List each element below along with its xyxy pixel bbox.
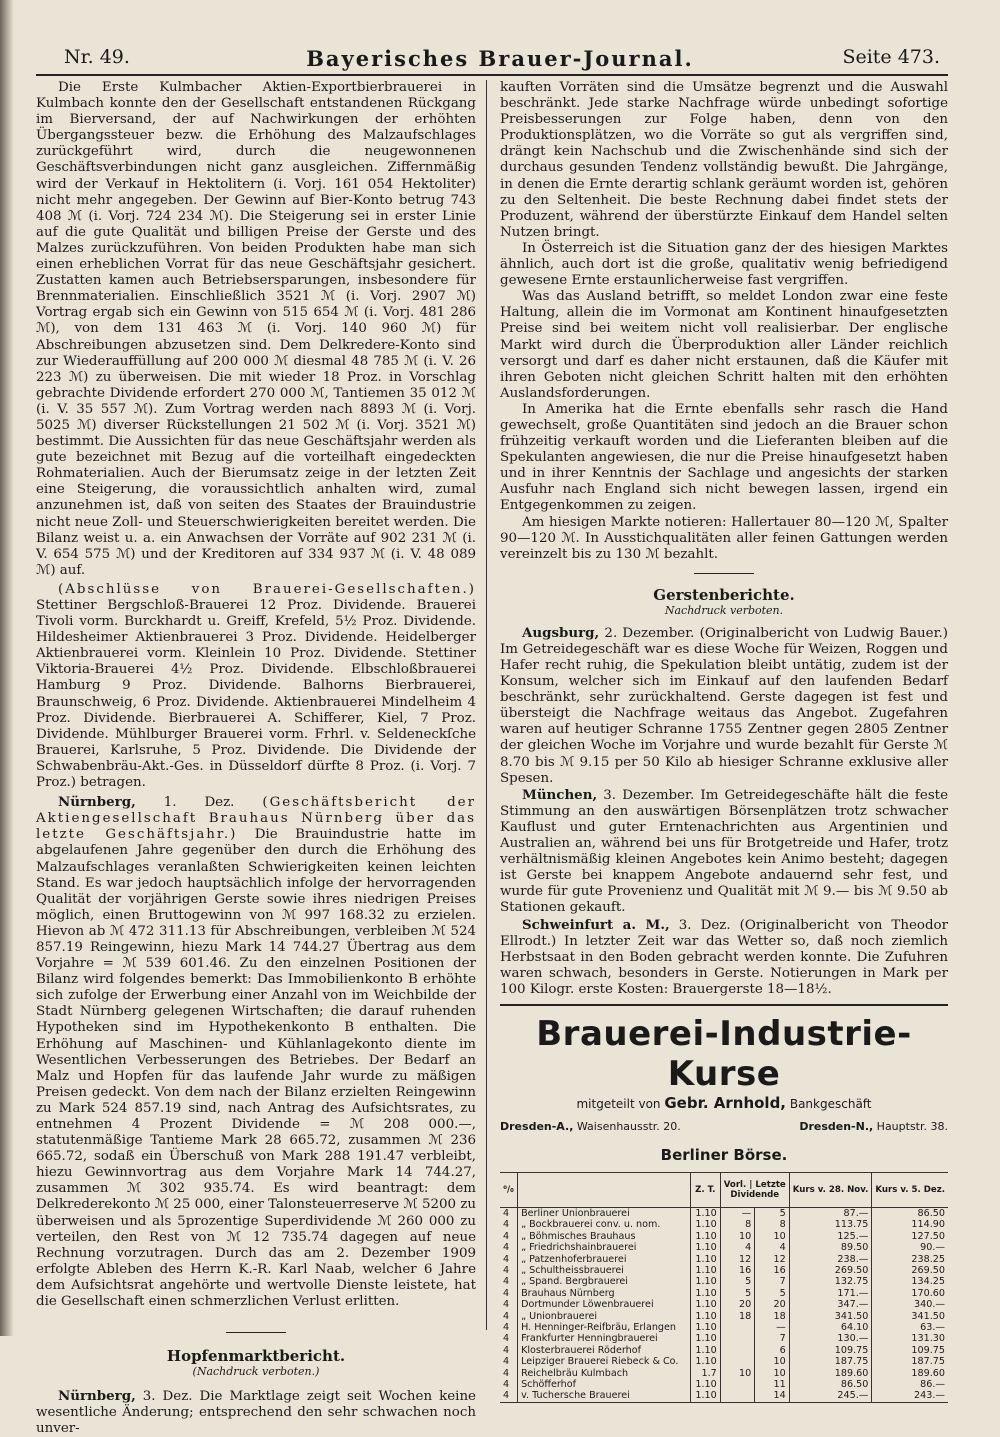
cell-name: „ Schultheissbrauerei	[518, 1265, 691, 1276]
cell-percent: 4	[503, 1287, 510, 1299]
cell-zt: 1.10	[690, 1299, 720, 1310]
cell-zt: 1.10	[690, 1231, 720, 1242]
city: Dresden-A.,	[500, 1119, 574, 1133]
col-dividende: Vorl. | Letzte Dividende	[720, 1172, 789, 1207]
cell-percent: 4	[503, 1253, 510, 1265]
cell-vorl: —	[720, 1207, 755, 1219]
cell-kurs-28: 109.75	[789, 1345, 872, 1356]
cell-percent: 4	[503, 1344, 510, 1356]
col-percent: ⁰/₀	[500, 1172, 518, 1207]
col-zt: Z. T.	[690, 1172, 720, 1207]
cell-vorl: 20	[720, 1299, 755, 1310]
cell-kurs-28: 125.—	[789, 1231, 872, 1242]
page-number: Seite 473.	[842, 46, 940, 68]
bank-name: Gebr. Arnhold,	[664, 1093, 787, 1112]
city: Dresden-N.,	[799, 1119, 874, 1133]
report-text: Die Brauindustrie hatte im abgelaufenen Jahre gegenüber den durch die Erhöhung des Malzaufschlages veranlaßten Schwierigkeiten keinen leichten Stand. Es war jedoch hauptsächlich infolge der hervorragenden Qualität der vorjährigen Gerste sowie ihres niedrigen Preises möglich, einen Bruttogewinn von ℳ 997 168.32 zu erzielen. Hievon ab ℳ 472 311.13 für Abschreibungen, verbleiben ℳ 524 857.19 Reingewinn, hiezu Mark 14 744.27 Übertrag aus dem Vorjahre = ℳ 539 601.46. Zu den einzelnen Positionen der Bilanz wird folgendes bemerkt: Das Immobilienkonto B erhöhte sich zufolge der Erwerbung einer Anzahl von im Weichbilde der Stadt Nürnberg gelegenen Wirtschaften; die darauf ruhenden Hypotheken sind im Hypothekenkonto B enthalten. Die Erhöhung auf Maschinen- und Kühlanlagekonto diente im Wesentlichen Verbesserungen des Betriebes. Der Bedarf an Malz und Hopfen für das laufende Jahr wurde zu mäßigen Preisen gedeckt. Von dem nach der Bilanz erzielten Reingewinn zu Mark 524 857.19 sind, nach Antrag des Aufsichtsrates, zu entnehmen 4 Prozent Dividende = ℳ 208 000.—, statutenmäßige Tantieme Mark 28 665.72, zusammen ℳ 236 665.72, sodaß ein Überschuß von Mark 288 191.47 verbleibt, hiezu Gewinnvortrag aus dem Vorjahre Mark 14 744.27, zusammen ℳ 302 935.74. Es wird beantragt: dem Delkrederekonto ℳ 25 000, einer Talonsteuerreserve ℳ 5200 zu überweisen und als 5prozentige Superdividende ℳ 260 000 zu verteilen, den Rest von ℳ 12 735.74 dagegen auf neue Rechnung vorzutragen. Durch das am 2. Dezember 1909 erfolgte Ableben des Herrn K.-R. Karl Naab, welcher 6 Jahre dem Aufsichtsrat angehörte und wertvolle Dienste leistete, hat die Gesellschaft einen schmerzlichen Verlust erlitten.	[36, 827, 476, 1310]
cell-name: Leipziger Brauerei Riebeck & Co.	[518, 1356, 691, 1367]
dateline-place: München,	[522, 786, 598, 803]
article-brauhaus-nuernberg	[36, 794, 476, 1310]
cell-kurs-28: 171.—	[789, 1288, 872, 1299]
cell-zt: 1.10	[690, 1356, 720, 1367]
table-row	[500, 1288, 948, 1299]
cell-letzte: 5	[755, 1207, 790, 1219]
cell-kurs-5: 90.—	[872, 1242, 948, 1253]
cell-zt: 1.10	[690, 1288, 720, 1299]
cell-zt: 1.10	[690, 1265, 720, 1276]
cell-letzte: —	[755, 1322, 790, 1333]
cell-percent: 4	[503, 1379, 510, 1391]
cell-letzte: 7	[755, 1276, 790, 1287]
cell-letzte: 14	[755, 1390, 790, 1402]
cell-zt: 1.10	[690, 1345, 720, 1356]
cell-name: „ Friedrichshainbrauerei	[518, 1242, 691, 1253]
subtitle-pre: mitgeteilt von	[576, 1096, 661, 1111]
cell-vorl	[720, 1333, 755, 1344]
cell-zt: 1.10	[690, 1207, 720, 1219]
cell-kurs-5: 109.75	[872, 1345, 948, 1356]
journal-title: Bayerisches Brauer-Journal.	[306, 46, 694, 71]
table-row	[500, 1207, 948, 1219]
table-header-row	[500, 1172, 948, 1207]
cell-zt: 1.10	[690, 1311, 720, 1322]
gerste-schweinfurt-text: 3. Dez. (Originalbericht von Theodor Ellrodt.) In letzter Zeit war das Wetter so, daß noch ziemlich Herbstsaat in den Boden gebracht werden konnte. Die Zufuhren waren schwach, besonders in Gerste. Notierungen in Mark per 100 Kilogr. erste Kosten: Brauergerste 18—18½.	[500, 917, 948, 997]
table-row	[500, 1265, 948, 1276]
cell-kurs-28: 64.10	[789, 1322, 872, 1333]
hopfen-continued: kauften Vorräten sind die Umsätze begrenzt und die Auswahl beschränkt. Jede starke Nachfrage würde unbedingt sofortige Preisbesserungen zur Folge haben, denn von den Produktionsplätzen, wo die Vorräte so gut als vergriffen sind, drängt kein Nachschub und die Zwischenhände sind sich der durchaus gesunden Tendenz vollständig bewußt. Die Jahrgänge, in denen die Ernte derartig schlank geräumt worden ist, gehören zu den Seltenheit. Die beste Rechnung dabei findet stets der Produzent, während der überstürzte Einkauf dem Handel selten Nutzen bringt.	[500, 80, 948, 240]
report-heading: (Geschäftsbericht der Aktiengesellschaft Brauhaus Nürnberg über das letzte Geschäftsjahr.)	[36, 795, 476, 843]
hopfen-section-title: Hopfenmarktbericht.	[166, 1347, 346, 1366]
cell-name: Brauhaus Nürnberg	[518, 1288, 691, 1299]
cell-name: Berliner Unionbrauerei	[518, 1207, 691, 1219]
cell-letzte: 10	[755, 1231, 790, 1242]
cell-percent: 4	[503, 1219, 510, 1231]
address-dresden-a	[500, 1120, 681, 1133]
cell-kurs-28: 189.60	[789, 1368, 872, 1379]
cell-kurs-5: 63.—	[872, 1322, 948, 1333]
table-row	[500, 1379, 948, 1390]
table-row	[500, 1242, 948, 1253]
table-row	[500, 1276, 948, 1287]
article-hopfen-nuernberg	[36, 1388, 476, 1437]
cell-kurs-5: 170.60	[872, 1288, 948, 1299]
cell-percent: 4	[503, 1333, 510, 1345]
table-row	[500, 1231, 948, 1242]
cell-percent: 4	[503, 1265, 510, 1276]
cell-name: „ Böhmisches Brauhaus	[518, 1231, 691, 1242]
page-header	[60, 46, 940, 76]
cell-zt: 1.10	[690, 1242, 720, 1253]
table-row	[500, 1333, 948, 1344]
hopfen-notierungen: Am hiesigen Markte notieren: Hallertauer 80—120 ℳ, Spalter 90—120 ℳ. In Ausstichqualitäten aller feinen Gattungen werden vereinzelt bis zu 130 ℳ bezahlt.	[500, 514, 948, 562]
hopfen-oesterreich: In Österreich ist die Situation ganz der des hiesigen Marktes ähnlich, auch dort ist die große, qualitativ wenig befriedigend gewesene Ernte erstaunlicherweise fast vergriffen.	[500, 240, 948, 289]
cell-name: Klosterbrauerei Röderhof	[518, 1345, 691, 1356]
cell-kurs-28: 87.—	[789, 1207, 872, 1219]
gerste-muenchen	[500, 787, 948, 917]
binding-edge	[0, 0, 14, 1336]
cell-letzte: 10	[755, 1368, 790, 1379]
cell-percent: 4	[503, 1276, 510, 1288]
col-vorl: Vorl.	[723, 1179, 747, 1190]
dateline-place: Nürnberg,	[58, 794, 136, 811]
cell-kurs-28: 269.50	[789, 1265, 872, 1276]
cell-vorl: 10	[720, 1368, 755, 1379]
cell-kurs-5: 269.50	[872, 1265, 948, 1276]
cell-letzte: 20	[755, 1299, 790, 1310]
cell-name: „ Patzenhoferbrauerei	[518, 1254, 691, 1265]
cell-vorl	[720, 1379, 755, 1390]
cell-vorl	[720, 1390, 755, 1402]
cell-vorl: 8	[720, 1219, 755, 1230]
cell-kurs-5: 341.50	[872, 1311, 948, 1322]
cell-vorl: 4	[720, 1242, 755, 1253]
ad-top-rule	[500, 1004, 948, 1006]
table-row	[500, 1390, 948, 1402]
cell-kurs-5: 86.—	[872, 1379, 948, 1390]
stock-table	[500, 1172, 948, 1403]
table-row	[500, 1368, 948, 1379]
street: Waisenhausstr. 20.	[576, 1119, 681, 1133]
cell-name: Schöfferhof	[518, 1379, 691, 1390]
street: Hauptstr. 38.	[876, 1119, 948, 1133]
cell-zt: 1.10	[690, 1390, 720, 1402]
header-rule	[36, 74, 948, 76]
col-kurs-5: Kurs v. 5. Dez.	[872, 1172, 948, 1207]
cell-letzte: 5	[755, 1288, 790, 1299]
cell-kurs-28: 187.75	[789, 1356, 872, 1367]
gerste-augsburg-text: 2. Dezember. (Originalbericht von Ludwig Bauer.) Im Getreidegeschäft war es diese Woche für Weizen, Roggen und Hafer recht ruhig, die Spekulation bleibt untätig, zudem ist der Konsum, welcher sich im Einkauf auf den laufenden Bedarf beschränkt, sehr zurückhaltend. Gerste dagegen ist fest und übersteigt die Nachfrage weitaus das Angebot. Zugefahren waren auf heutiger Schranne 1755 Zentner gegen 2805 Zentner der gleichen Woche im Vorjahre und wurde bezahlt für Gerste ℳ 8.70 bis ℳ 9.15 per 50 Kilo ab hiesiger Schranne exklusive aller Spesen.	[500, 625, 948, 786]
gerste-section-subtitle: Nachdruck verboten.	[664, 603, 784, 617]
cell-letzte: 18	[755, 1311, 790, 1322]
table-row	[500, 1219, 948, 1230]
cell-zt: 1.10	[690, 1276, 720, 1287]
boerse-title: Berliner Börse.	[660, 1145, 788, 1164]
cell-percent: 4	[500, 1390, 518, 1402]
cell-kurs-28: 86.50	[789, 1379, 872, 1390]
cell-zt: 1.10	[690, 1379, 720, 1390]
cell-percent: 4	[503, 1322, 510, 1334]
table-row	[500, 1356, 948, 1367]
cell-letzte: 7	[755, 1333, 790, 1344]
cell-kurs-28: 130.—	[789, 1333, 872, 1344]
cell-kurs-5: 114.90	[872, 1219, 948, 1230]
cell-vorl: 5	[720, 1276, 755, 1287]
cell-zt: 1.10	[690, 1219, 720, 1230]
cell-vorl: 16	[720, 1265, 755, 1276]
cell-name: v. Tuchersche Brauerei	[518, 1390, 691, 1402]
cell-name: „ Bockbrauerei conv. u. nom.	[518, 1219, 691, 1230]
cell-kurs-5: 131.30	[872, 1333, 948, 1344]
cell-name: „ Unionbrauerei	[518, 1311, 691, 1322]
table-row	[500, 1254, 948, 1265]
hopfen-amerika: In Amerika hat die Ernte ebenfalls sehr rasch die Hand gewechselt, große Quantitäten sind jedoch an die Brauer schon frühzeitig verkauft worden und die Lieferanten bleiben auf die Spekulanten angewiesen, die nur die Preise hinaufgesetzt haben und in ihrer Kenntnis der Sachlage und angesichts der starken Ausfuhr nach England sich nicht bewegen lassen, irgend ein Entgegenkommen zu zeigen.	[500, 401, 948, 514]
col-letzte: Letzte	[755, 1179, 786, 1190]
cell-kurs-28: 245.—	[789, 1390, 872, 1402]
cell-name: Reichelbräu Kulmbach	[518, 1368, 691, 1379]
cell-letzte: 16	[755, 1265, 790, 1276]
column-divider	[486, 80, 487, 1330]
left-column	[36, 80, 476, 1437]
cell-vorl: 18	[720, 1311, 755, 1322]
cell-name: Frankfurter Henningbrauerei	[518, 1333, 691, 1344]
cell-vorl: 5	[720, 1288, 755, 1299]
cell-letzte: 10	[755, 1356, 790, 1367]
gerste-schweinfurt	[500, 917, 948, 998]
cell-vorl: 12	[720, 1254, 755, 1265]
cell-vorl	[720, 1356, 755, 1367]
cell-kurs-28: 238.—	[789, 1254, 872, 1265]
address-dresden-n	[799, 1120, 948, 1133]
abschluesse-text: Stettiner Bergschloß-Brauerei 12 Proz. Dividende. Brauerei Tivoli vorm. Burckhardt u. Greiff, Krefeld, 5½ Proz. Dividende. Hildesheimer Aktienbrauerei 3 Proz. Dividende. Heidelberger Aktienbrauerei vorm. Kleinlein 10 Proz. Dividende. Stettiner Viktoria-Brauerei 4½ Proz. Dividende. Elbschloßbrauerei Hamburg 9 Proz. Dividende. Balhorns Bierbrauerei, Braunschweig, 6 Proz. Dividende. Aktienbrauerei Mindelheim 4 Proz. Dividende. Bierbrauerei A. Schifferer, Kiel, 7 Proz. Dividende. Mühlburger Brauerei vorm. Frhrl. v. Seldeneckſche Brauerei, Karlsruhe, 5 Proz. Dividende. Die Dividende der Schwabenbräu-Akt.-Ges. in Düsseldorf dürfte 8 Proz. (i. Vorj. 7 Proz.) betragen.	[36, 598, 476, 791]
cell-vorl	[720, 1322, 755, 1333]
dateline-place: Augsburg,	[522, 624, 600, 641]
table-row	[500, 1345, 948, 1356]
cell-letzte: 11	[755, 1379, 790, 1390]
table-body	[500, 1207, 948, 1402]
cell-vorl	[720, 1345, 755, 1356]
cell-percent: 4	[503, 1356, 510, 1368]
cell-kurs-5: 134.25	[872, 1276, 948, 1287]
cell-zt: 1.10	[690, 1254, 720, 1265]
cell-percent: 4	[503, 1242, 510, 1254]
subtitle-post: Bankgeschäft	[789, 1096, 872, 1111]
cell-letzte: 4	[755, 1242, 790, 1253]
col-kurs-28: Kurs v. 28. Nov.	[789, 1172, 872, 1207]
table-row	[500, 1311, 948, 1322]
cell-kurs-5: 187.75	[872, 1356, 948, 1367]
gerste-augsburg	[500, 625, 948, 787]
article-kulmbach: Die Erste Kulmbacher Aktien-Exportbierbrauerei in Kulmbach konnte den der Gesellschaft entstandenen Rückgang im Bierversand, der auf Nachwirkungen der erhöhten Übergangssteuer bezw. die Erhöhung des Malzaufschlages zurückgeführt wird, durch die neugewonnenen Geschäftsverbindungen nicht ganz ausgleichen. Ziffernmäßig wird der Verkauf in Hektolitern (i. Vorj. 161 054 Hektoliter) nicht mehr angegeben. Der Gewinn auf Bier-Konto betrug 743 408 ℳ (i. Vorj. 724 234 ℳ). Die Steigerung sei in erster Linie auf die gute Qualität und billigen Preise der Gerste und des Malzes zurückzuführen. Von beiden Produkten habe man sich einen erheblichen Vorrat für das neue Geschäftsjahr gesichert. Zustatten kamen auch Betriebsersparungen, insbesondere für Brennmaterialien. Einschließlich 3521 ℳ (i. Vorj. 2907 ℳ) Vortrag ergab sich ein Gewinn von 515 654 ℳ (i. Vorj. 481 286 ℳ), von dem 131 463 ℳ (i. Vorj. 140 960 ℳ) für Abschreibungen abzusetzen sind. Dem Delkredere-Konto sind zur Wiederauffüllung auf 200 000 ℳ diesmal 48 785 ℳ (i. V. 26 223 ℳ) zu überweisen. Die mit wieder 18 Proz. in Vorschlag gebrachte Dividende erfordert 270 000 ℳ, Tantiemen 35 012 ℳ (i. V. 35 557 ℳ). Zum Vortrag werden nach 8893 ℳ (i. Vorj. 5025 ℳ) diverser Rückstellungen 21 502 ℳ (i. Vorj. 3521 ℳ) bestimmt. Die Aussichten für das neue Geschäftsjahr werden als gute bezeichnet mit Bezug auf die vorteilhaft eingedeckten Rohmaterialien. Auch der Bierumsatz zeige in der letzten Zeit eine Steigerung, die voraussichtlich anhalten wird, zumal anzunehmen ist, daß von seiten des Staates der Brauindustrie nicht neue Zoll- und Steuerschwierigkeiten bereitet werden. Die Bilanz weist u. a. ein Anwachsen der Vorräte auf 902 231 ℳ (i. V. 654 575 ℳ) und der Kreditoren auf 334 937 ℳ (i. V. 48 089 ℳ) auf.	[36, 80, 476, 578]
cell-kurs-28: 347.—	[789, 1299, 872, 1310]
issue-number: Nr. 49.	[64, 46, 130, 68]
cell-kurs-28: 132.75	[789, 1276, 872, 1287]
right-column	[500, 80, 948, 1403]
cell-percent: 4	[503, 1230, 510, 1242]
cell-percent: 4	[503, 1310, 510, 1322]
gerste-section-title: Gerstenberichte.	[653, 585, 795, 604]
cell-zt: 1.7	[690, 1368, 720, 1379]
cell-percent: 4	[503, 1207, 510, 1219]
cell-kurs-5: 86.50	[872, 1207, 948, 1219]
cell-kurs-28: 89.50	[789, 1242, 872, 1253]
cell-kurs-5: 189.60	[872, 1368, 948, 1379]
dateline-place: Nürnberg,	[58, 1388, 136, 1405]
cell-kurs-28: 341.50	[789, 1311, 872, 1322]
kurse-subtitle	[500, 1094, 948, 1112]
cell-letzte: 6	[755, 1345, 790, 1356]
cell-zt: 1.10	[690, 1322, 720, 1333]
abschluesse-heading: (Abschlüsse von Brauerei-Gesellschaften.)	[58, 581, 476, 597]
cell-kurs-5: 243.—	[872, 1390, 948, 1402]
hopfen-section-subtitle: (Nachdruck verboten.)	[192, 1365, 320, 1379]
dateline-place: Schweinfurt a. M.,	[522, 916, 670, 933]
cell-percent: 4	[503, 1299, 510, 1311]
cell-zt: 1.10	[690, 1333, 720, 1344]
cell-kurs-5: 340.—	[872, 1299, 948, 1310]
cell-name: Dortmunder Löwenbrauerei	[518, 1299, 691, 1310]
table-row	[500, 1299, 948, 1310]
cell-kurs-5: 127.50	[872, 1231, 948, 1242]
gerste-muenchen-text: 3. Dezember. Im Getreidegeschäfte hält die feste Stimmung an den auswärtigen Börsenplätzen trotz schwacher Kauflust und guter Erntenachrichten aus Argentinien und Australien an, während bei uns für Brotgetreide und Hafer, trotz verhältnismäßig kleinen Angebotes kein Animo besteht; dagegen ist Gerste bei knappem Angebote andauernd sehr fest, und wurde für gute Provenienz und Qualität mit ℳ 9.— bis ℳ 9.50 ab Stationen gekauft.	[500, 787, 948, 916]
hopfen-text: 3. Dez. Die Marktlage zeigt seit Wochen keine wesentliche Änderung; entsprechend den sehr schwachen noch unver-	[36, 1389, 476, 1437]
cell-name: „ Spand. Bergbrauerei	[518, 1276, 691, 1287]
cell-name: H. Henninger-Reifbräu, Erlangen	[518, 1322, 691, 1333]
col-name	[518, 1172, 691, 1207]
cell-letzte: 8	[755, 1219, 790, 1230]
cell-kurs-28: 113.75	[789, 1219, 872, 1230]
col-dividende-label: Dividende	[730, 1189, 780, 1200]
cell-letzte: 12	[755, 1254, 790, 1265]
table-row	[500, 1322, 948, 1333]
hopfen-ausland: Was das Ausland betrifft, so meldet London zwar eine feste Haltung, allein die im Vormonat am Kontinent hinaufgesetzten Preise sind bei weitem nicht voll realisierbar. Der englische Markt wird durch die Überproduktion aller Länder reichlich versorgt und darf es daher nicht erstaunen, daß die Käufer mit ihren Geboten nicht gleichen Schritt halten mit den erhöhten Auslandsforderungen.	[500, 289, 948, 401]
article-abschluesse	[36, 582, 476, 791]
cell-percent: 4	[503, 1367, 510, 1379]
cell-kurs-5: 238.25	[872, 1254, 948, 1265]
cell-vorl: 10	[720, 1231, 755, 1242]
kurse-title: Brauerei-Industrie-Kurse	[536, 1013, 912, 1094]
dateline-date: 1. Dez.	[163, 795, 235, 811]
bank-addresses	[500, 1120, 948, 1136]
